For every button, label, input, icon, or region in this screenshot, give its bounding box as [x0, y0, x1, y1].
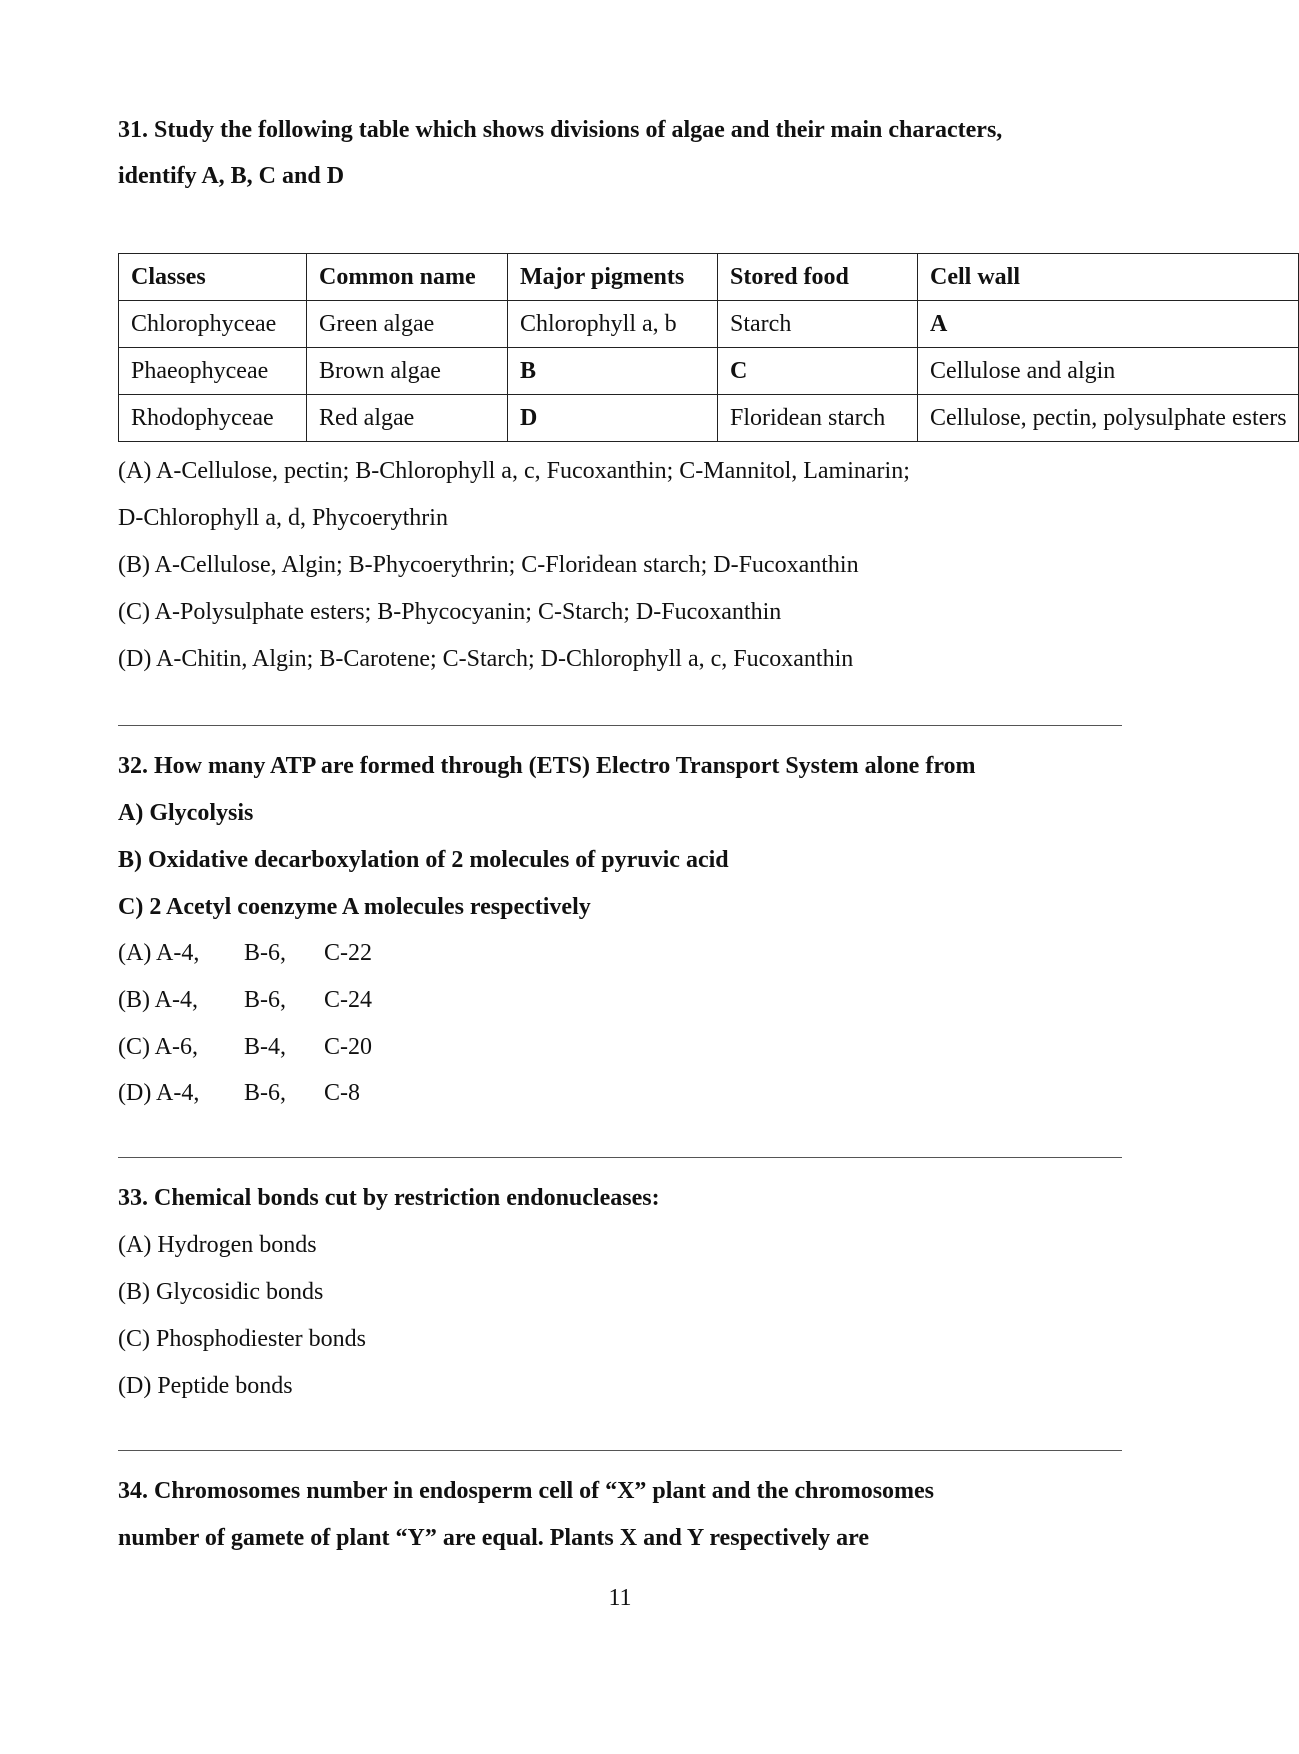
- q33-stem: 33. Chemical bonds cut by restriction endonucleases:: [118, 1185, 660, 1211]
- table-cell: Phaeophyceae: [119, 348, 307, 395]
- q32-option-b: B-6,: [244, 1080, 286, 1106]
- table-cell: Red algae: [307, 395, 508, 442]
- q31-option-d: (D) A-Chitin, Algin; B-Carotene; C-Starch; D-Chlorophyll a, c, Fucoxanthin: [118, 646, 854, 672]
- q33-option: (A) Hydrogen bonds: [118, 1232, 317, 1258]
- table-cell: Chlorophyll a, b: [508, 301, 718, 348]
- table-cell-unknown: B: [508, 348, 718, 395]
- q32-option-b: B-6,: [244, 987, 286, 1013]
- q32-option: [118, 1032, 372, 1062]
- q32-option-b: B-4,: [244, 1034, 286, 1060]
- q31-stem-line1: 31. Study the following table which shows divisions of algae and their main characters,: [118, 117, 1003, 143]
- q32-option-c: C-22: [324, 940, 372, 966]
- table-cell: Brown algae: [307, 348, 508, 395]
- table-header-row: [119, 254, 1299, 301]
- divider: [118, 1157, 1122, 1158]
- table-cell: Green algae: [307, 301, 508, 348]
- table-header-cell: Classes: [119, 254, 307, 301]
- q33-option: (B) Glycosidic bonds: [118, 1279, 324, 1305]
- q31-option-b: (B) A-Cellulose, Algin; B-Phycoerythrin; C-Floridean starch; D-Fucoxanthin: [118, 552, 859, 578]
- q34-stem-line1: 34. Chromosomes number in endosperm cell of “X” plant and the chromosomes: [118, 1478, 935, 1504]
- q32-stem: 32. How many ATP are formed through (ETS) Electro Transport System alone from: [118, 753, 976, 779]
- table-header-cell: Cell wall: [918, 254, 1299, 301]
- q31-option-a-line2: D-Chlorophyll a, d, Phycoerythrin: [118, 505, 448, 531]
- page-number: 11: [608, 1585, 632, 1611]
- table-header-cell: Common name: [307, 254, 508, 301]
- q31-option-c: (C) A-Polysulphate esters; B-Phycocyanin; C-Starch; D-Fucoxanthin: [118, 599, 782, 625]
- q32-option-c: C-20: [324, 1034, 372, 1060]
- table-cell-unknown: A: [918, 301, 1299, 348]
- q32-option-c: C-24: [324, 987, 372, 1013]
- q31-stem-line2: identify A, B, C and D: [118, 163, 345, 189]
- q33-option: (D) Peptide bonds: [118, 1373, 293, 1399]
- algae-table-wrapper: [118, 253, 1287, 443]
- q32-option: [118, 1078, 360, 1108]
- algae-table: [118, 253, 1299, 442]
- q32-option-b: B-6,: [244, 940, 286, 966]
- table-header-cell: Stored food: [718, 254, 918, 301]
- table-row: [119, 395, 1299, 442]
- q32-option-c: C-8: [324, 1080, 360, 1106]
- table-cell: Cellulose and algin: [918, 348, 1299, 395]
- table-row: [119, 301, 1299, 348]
- q32-option-label: (A) A-4,: [118, 940, 200, 966]
- q32-option-label: (C) A-6,: [118, 1034, 198, 1060]
- q31-option-a-line1: (A) A-Cellulose, pectin; B-Chlorophyll a, c, Fucoxanthin; C-Mannitol, Laminarin;: [118, 458, 910, 484]
- table-header-cell: Major pigments: [508, 254, 718, 301]
- table-cell: Cellulose, pectin, polysulphate esters: [918, 395, 1299, 442]
- divider: [118, 1450, 1122, 1451]
- table-cell: Chlorophyceae: [119, 301, 307, 348]
- q32-part-b: B) Oxidative decarboxylation of 2 molecules of pyruvic acid: [118, 847, 729, 873]
- q32-option-label: (D) A-4,: [118, 1080, 200, 1106]
- q34-stem-line2: number of gamete of plant “Y” are equal. Plants X and Y respectively are: [118, 1525, 870, 1551]
- table-cell: Floridean starch: [718, 395, 918, 442]
- q32-part-a: A) Glycolysis: [118, 800, 254, 826]
- table-cell: Starch: [718, 301, 918, 348]
- q33-option: (C) Phosphodiester bonds: [118, 1326, 366, 1352]
- table-cell: Rhodophyceae: [119, 395, 307, 442]
- table-cell-unknown: C: [718, 348, 918, 395]
- q32-option: [118, 985, 372, 1015]
- q32-option-label: (B) A-4,: [118, 987, 198, 1013]
- q32-option: [118, 938, 372, 968]
- table-row: [119, 348, 1299, 395]
- q32-part-c: C) 2 Acetyl coenzyme A molecules respectively: [118, 894, 591, 920]
- divider: [118, 725, 1122, 726]
- table-cell-unknown: D: [508, 395, 718, 442]
